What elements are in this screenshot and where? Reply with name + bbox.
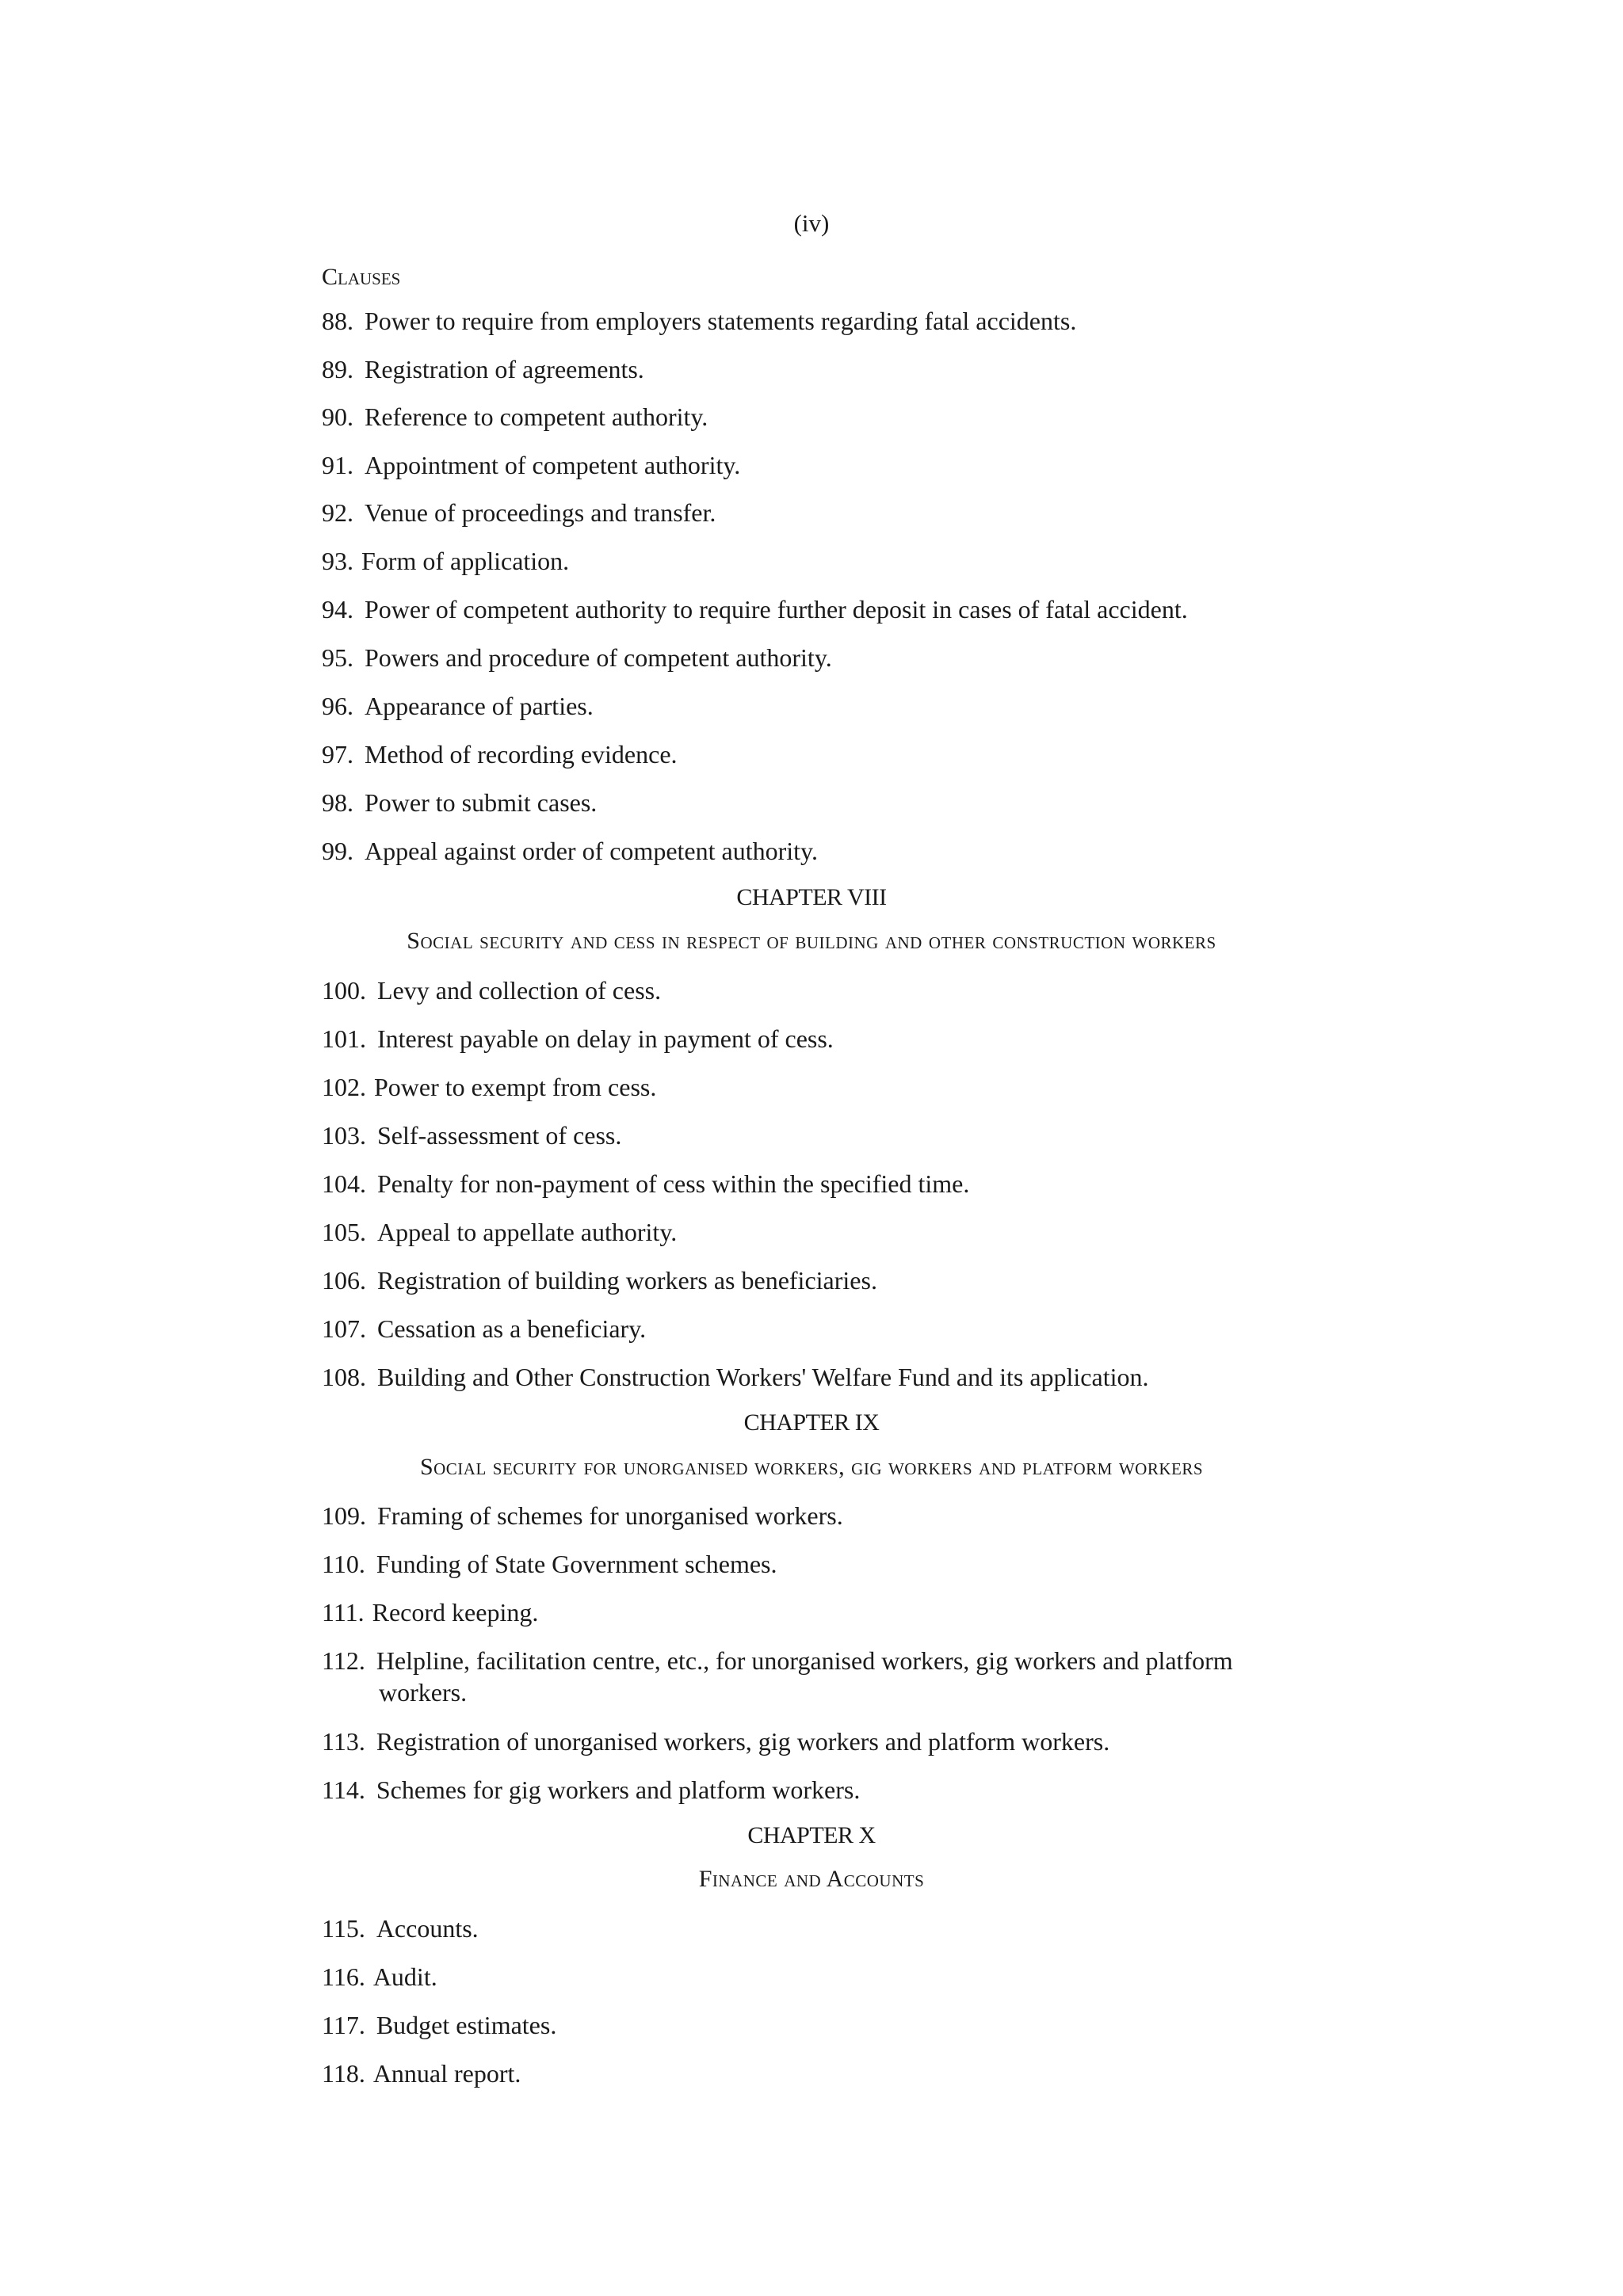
clause-text: Budget estimates.: [376, 2011, 557, 2039]
clause-item: [322, 1961, 437, 1993]
clause-text: Cessation as a beneficiary.: [377, 1314, 647, 1343]
clause-number: 101.: [322, 1024, 366, 1053]
clause-text: Building and Other Construction Workers' Welfare Fund and its application.: [377, 1363, 1149, 1391]
clause-item: [322, 1119, 621, 1151]
clause-text: Appearance of parties.: [365, 692, 594, 720]
clause-text: Appointment of competent authority.: [365, 451, 741, 479]
clause-item: [322, 1774, 860, 1806]
clause-item: [322, 1361, 1148, 1393]
clause-number: 116.: [322, 1962, 365, 1991]
clause-text: Annual report.: [372, 2059, 521, 2088]
clause-number: 112.: [322, 1646, 365, 1675]
clause-text-continuation: workers.: [379, 1678, 468, 1707]
clause-item: [322, 1023, 834, 1055]
clause-item: [322, 974, 661, 1006]
clause-item: [322, 2058, 521, 2089]
clause-number: 105.: [322, 1218, 366, 1246]
clause-item: [322, 1645, 1320, 1708]
clause-text: Appeal against order of competent authority.: [365, 837, 818, 865]
clause-number: 113.: [322, 1727, 365, 1756]
clause-item: [322, 1071, 656, 1103]
clause-number: 114.: [322, 1775, 365, 1804]
clause-item: [322, 835, 818, 867]
clause-text: Interest payable on delay in payment of cess.: [377, 1024, 834, 1053]
clause-text: Audit.: [372, 1962, 437, 1991]
clause-number: 96.: [322, 692, 353, 720]
clause-number: 108.: [322, 1363, 366, 1391]
clause-item: [322, 1500, 843, 1531]
clause-text: Appeal to appellate authority.: [377, 1218, 678, 1246]
clause-number: 115.: [322, 1914, 365, 1943]
clause-number: 90.: [322, 402, 353, 431]
clause-item: [322, 449, 740, 481]
clause-number: 104.: [322, 1169, 366, 1198]
clause-text: Power of competent authority to require further deposit in cases of fatal accident.: [365, 595, 1188, 624]
clause-text: Reference to competent authority.: [365, 402, 708, 431]
clause-text: Power to require from employers statements regarding fatal accidents.: [365, 307, 1077, 335]
clause-text: Powers and procedure of competent authority.: [365, 643, 832, 672]
clause-text: Power to exempt from cess.: [374, 1073, 657, 1101]
clause-text: Schemes for gig workers and platform workers.: [376, 1775, 861, 1804]
clauses-label: Clauses: [322, 264, 401, 290]
clause-item: [322, 1216, 677, 1248]
chapter-heading: CHAPTER X: [747, 1822, 876, 1848]
clause-number: 111.: [322, 1598, 365, 1627]
clause-item: [322, 1264, 877, 1296]
clause-number: 91.: [322, 451, 353, 479]
clause-text: Framing of schemes for unorganised workers.: [377, 1501, 843, 1530]
clause-number: 88.: [322, 307, 353, 335]
clause-text: Registration of unorganised workers, gig workers and platform workers.: [376, 1727, 1110, 1756]
clause-item: [322, 787, 597, 818]
clause-item: [322, 545, 569, 577]
clause-item: [322, 1596, 538, 1628]
clause-item: [322, 642, 832, 673]
chapter-subtitle: Finance and Accounts: [698, 1866, 925, 1892]
clause-text: Registration of agreements.: [365, 355, 644, 383]
clause-item: [322, 1548, 777, 1580]
clause-item: [322, 1168, 969, 1199]
clause-number: 118.: [322, 2059, 365, 2088]
clause-item: [322, 1726, 1109, 1757]
clause-item: [322, 305, 1076, 337]
clause-number: 100.: [322, 976, 366, 1005]
clause-text: Levy and collection of cess.: [377, 976, 662, 1005]
chapter-heading: CHAPTER VIII: [736, 884, 887, 910]
clause-number: 98.: [322, 788, 353, 817]
clause-item: [322, 497, 716, 528]
clause-number: 103.: [322, 1121, 366, 1150]
page-number: (iv): [793, 209, 830, 237]
clause-number: 94.: [322, 595, 353, 624]
clause-text: Record keeping.: [372, 1598, 539, 1627]
clause-text: Accounts.: [376, 1914, 479, 1943]
clause-text: Funding of State Government schemes.: [376, 1550, 777, 1578]
clause-item: [322, 1313, 646, 1344]
clause-text: Venue of proceedings and transfer.: [365, 498, 716, 527]
clause-text: Method of recording evidence.: [365, 740, 678, 769]
clause-text: Registration of building workers as beneficiaries.: [377, 1266, 877, 1295]
clause-item: [322, 401, 708, 433]
clause-item: [322, 353, 644, 385]
clause-number: 97.: [322, 740, 353, 769]
clause-item: [322, 593, 1188, 625]
clause-text: Helpline, facilitation centre, etc., for unorganised workers, gig workers and platform: [376, 1646, 1233, 1675]
clause-item: [322, 2009, 556, 2041]
clause-text: Power to submit cases.: [365, 788, 598, 817]
clause-text: Penalty for non-payment of cess within the specified time.: [377, 1169, 970, 1198]
chapter-subtitle: Social security and cess in respect of building and other construction workers: [407, 928, 1216, 954]
clause-item: [322, 690, 594, 722]
clause-text: Form of application.: [361, 547, 570, 575]
chapter-heading: CHAPTER IX: [743, 1409, 880, 1436]
clause-number: 93.: [322, 547, 353, 575]
clause-number: 117.: [322, 2011, 365, 2039]
chapter-subtitle: Social security for unorganised workers, gig workers and platform workers: [419, 1454, 1204, 1480]
clause-item: [322, 1913, 479, 1944]
clause-number: 95.: [322, 643, 353, 672]
clause-number: 99.: [322, 837, 353, 865]
clause-number: 92.: [322, 498, 353, 527]
clause-number: 106.: [322, 1266, 366, 1295]
clause-number: 89.: [322, 355, 353, 383]
clause-number: 107.: [322, 1314, 366, 1343]
clause-number: 109.: [322, 1501, 366, 1530]
clause-item: [322, 738, 678, 770]
clause-number: 110.: [322, 1550, 365, 1578]
clause-number: 102.: [322, 1073, 366, 1101]
clause-text: Self-assessment of cess.: [377, 1121, 622, 1150]
